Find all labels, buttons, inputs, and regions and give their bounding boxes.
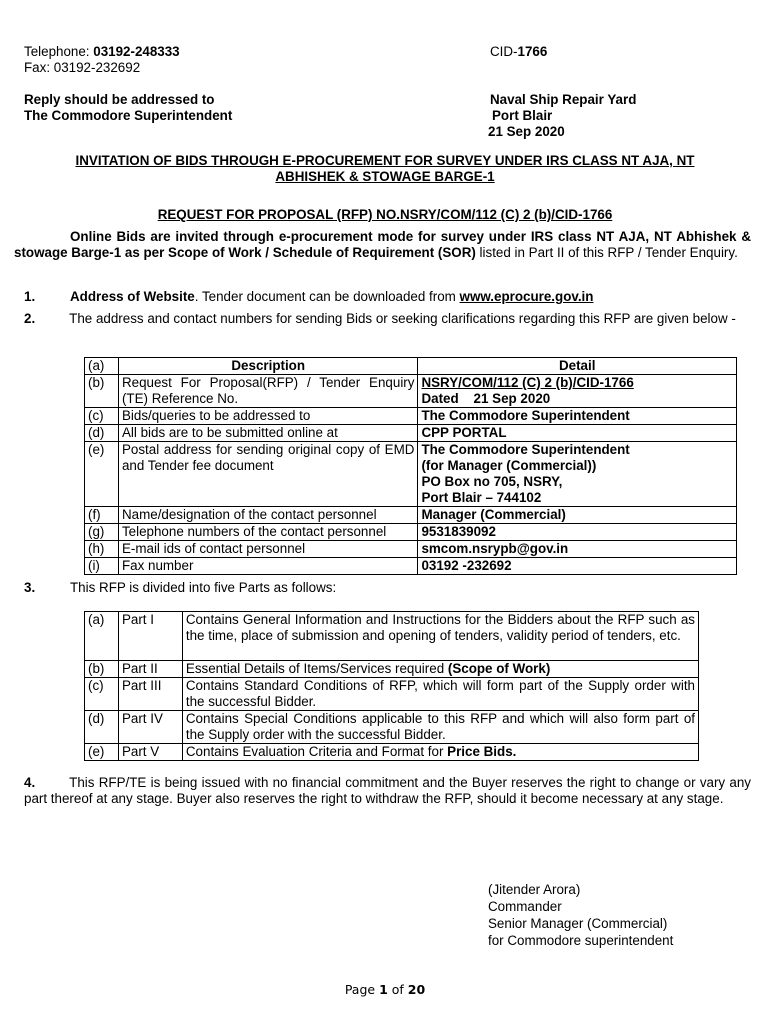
para2 (24, 311, 751, 327)
para2-text: The address and contact numbers for sending Bids or seeking clarifications regarding this RFP are given below - (69, 311, 736, 326)
postal-line-2: (for Manager (Commercial)) (421, 458, 597, 473)
fax-line: Fax: 03192-232692 (24, 60, 141, 75)
intro-paragraph (14, 229, 751, 261)
row-description: Bids/queries to be addressed to (118, 408, 417, 425)
part-name: Part V (118, 744, 182, 761)
part-text: Contains Special Conditions applicable to this RFP and which will also form part of the Supply order with the successful Bidder. (185, 711, 695, 742)
row-index: (i) (85, 558, 119, 575)
row-index: (c) (85, 408, 119, 425)
row-index: (a) (85, 358, 119, 375)
table-row (85, 678, 699, 711)
table-row (85, 541, 737, 558)
telephone-label: Telephone: (24, 44, 94, 59)
row-detail: Manager (Commercial) (418, 507, 737, 524)
postal-line-1: The Commodore Superintendent (421, 442, 630, 457)
table-row (85, 612, 699, 661)
contact-table (84, 357, 737, 575)
row-index: (a) (85, 612, 119, 661)
part-name: Part IV (118, 711, 182, 744)
part-name: Part II (118, 661, 182, 678)
para4-number: 4. (24, 775, 36, 790)
reply-line-2: The Commodore Superintendent (24, 108, 233, 123)
of-word: of (387, 982, 408, 997)
para1-number: 1. (24, 289, 36, 304)
document-date: 21 Sep 2020 (488, 124, 565, 139)
table-row (85, 408, 737, 425)
part-text: Essential Details of Items/Services required (185, 661, 448, 676)
row-detail: The Commodore Superintendent (418, 408, 737, 425)
part-bold: Price Bids. (447, 744, 517, 759)
para1-body: . Tender document can be downloaded from (194, 289, 460, 304)
row-index: (e) (85, 744, 119, 761)
signatory-for-line: for Commodore superintendent (488, 933, 674, 948)
part-description (182, 744, 698, 761)
table-row (85, 711, 699, 744)
part-name: Part I (118, 612, 182, 661)
table-row (85, 425, 737, 442)
page-word: Page (344, 982, 380, 997)
part-description (182, 612, 698, 661)
part-text: Contains Standard Conditions of RFP, which will form part of the Supply order with the successful Bidder. (185, 678, 695, 709)
parts-table (84, 611, 699, 761)
signatory-rank: Commander (488, 899, 562, 914)
row-description: Name/designation of the contact personnel (118, 507, 417, 524)
table-row (85, 524, 737, 541)
intro-bold: Online Bids are invited through e-procurement mode for survey under IRS class NT AJA, NT Abhishek & stowage Barge-1 as per Scope of Work / Schedule of Requirement (SOR) (14, 229, 751, 260)
part-text: Contains Evaluation Criteria and Format for (185, 744, 448, 759)
para1-text (70, 289, 593, 305)
current-page: 1 (379, 982, 388, 997)
signatory-name: (Jitender Arora) (488, 882, 581, 897)
org-line-2: Port Blair (492, 108, 553, 123)
row-description: Postal address for sending original copy of EMD and Tender fee document (118, 442, 417, 507)
row-index: (d) (85, 711, 119, 744)
row-index: (b) (85, 375, 119, 408)
description-header: Description (118, 358, 417, 375)
para3-number: 3. (24, 580, 36, 595)
row-detail: smcom.nsrypb@gov.in (418, 541, 737, 558)
row-index: (h) (85, 541, 119, 558)
row-detail (418, 375, 737, 408)
rfp-number: REQUEST FOR PROPOSAL (RFP) NO.NSRY/COM/112 (C) 2 (b)/CID-1766 (157, 207, 613, 222)
cid-label (490, 44, 547, 60)
row-description: Telephone numbers of the contact personnel (118, 524, 417, 541)
website-link[interactable]: www.eprocure.gov.in (459, 289, 594, 304)
row-detail: 9531839092 (418, 524, 737, 541)
part-description (182, 678, 698, 711)
row-index: (g) (85, 524, 119, 541)
para4-text: This RFP/TE is being issued with no financial commitment and the Buyer reserves the right to change or vary any part thereof at any stage. Buyer also reserves the right to withdraw the RFP, should it become necessary at any stage. (24, 775, 751, 806)
part-text: Contains General Information and Instructions for the Bidders about the RFP such as the time, place of submission and opening of tenders, validity period of tenders, etc. (185, 612, 695, 643)
rfp-dated: Dated 21 Sep 2020 (421, 391, 551, 406)
para4 (24, 775, 751, 807)
postal-line-4: Port Blair – 744102 (421, 490, 542, 505)
detail-header: Detail (418, 358, 737, 375)
title-line-2: ABHISHEK & STOWAGE BARGE-1 (275, 169, 495, 184)
table-row (85, 744, 699, 761)
row-index: (c) (85, 678, 119, 711)
signature-block (488, 881, 673, 949)
row-detail: CPP PORTAL (418, 425, 737, 442)
row-description: E-mail ids of contact personnel (118, 541, 417, 558)
page-number (0, 982, 770, 998)
org-line-1: Naval Ship Repair Yard (490, 92, 637, 107)
table-row (85, 661, 699, 678)
title-line-1: INVITATION OF BIDS THROUGH E-PROCUREMENT FOR SURVEY UNDER IRS CLASS NT AJA, NT (75, 153, 695, 168)
row-description: Request For Proposal(RFP) / Tender Enquiry (TE) Reference No. (118, 375, 417, 408)
reply-line-1: Reply should be addressed to (24, 92, 215, 107)
table-row (85, 558, 737, 575)
row-detail: 03192 -232692 (418, 558, 737, 575)
row-index: (e) (85, 442, 119, 507)
intro-rest: listed in Part II of this RFP / Tender Enquiry. (475, 245, 738, 260)
table-row (85, 375, 737, 408)
telephone-number: 03192-248333 (93, 44, 180, 59)
table-row (85, 358, 737, 375)
part-bold: (Scope of Work) (447, 661, 551, 676)
total-pages: 20 (407, 982, 426, 997)
para2-number: 2. (24, 311, 36, 326)
part-name: Part III (118, 678, 182, 711)
rfp-reference: NSRY/COM/112 (C) 2 (b)/CID-1766 (421, 375, 634, 390)
row-index: (b) (85, 661, 119, 678)
row-index: (d) (85, 425, 119, 442)
telephone-line (24, 44, 180, 60)
table-row (85, 507, 737, 524)
row-index: (f) (85, 507, 119, 524)
row-detail (418, 442, 737, 507)
part-description (182, 711, 698, 744)
part-description (182, 661, 698, 678)
row-description: Fax number (118, 558, 417, 575)
postal-line-3: PO Box no 705, NSRY, (421, 474, 563, 489)
cid-number: 1766 (517, 44, 548, 59)
row-description: All bids are to be submitted online at (118, 425, 417, 442)
para1-bold: Address of Website (70, 289, 195, 304)
signatory-designation: Senior Manager (Commercial) (488, 916, 668, 931)
para3-text: This RFP is divided into five Parts as follows: (70, 580, 337, 595)
cid-prefix: CID- (490, 44, 518, 59)
table-row (85, 442, 737, 507)
